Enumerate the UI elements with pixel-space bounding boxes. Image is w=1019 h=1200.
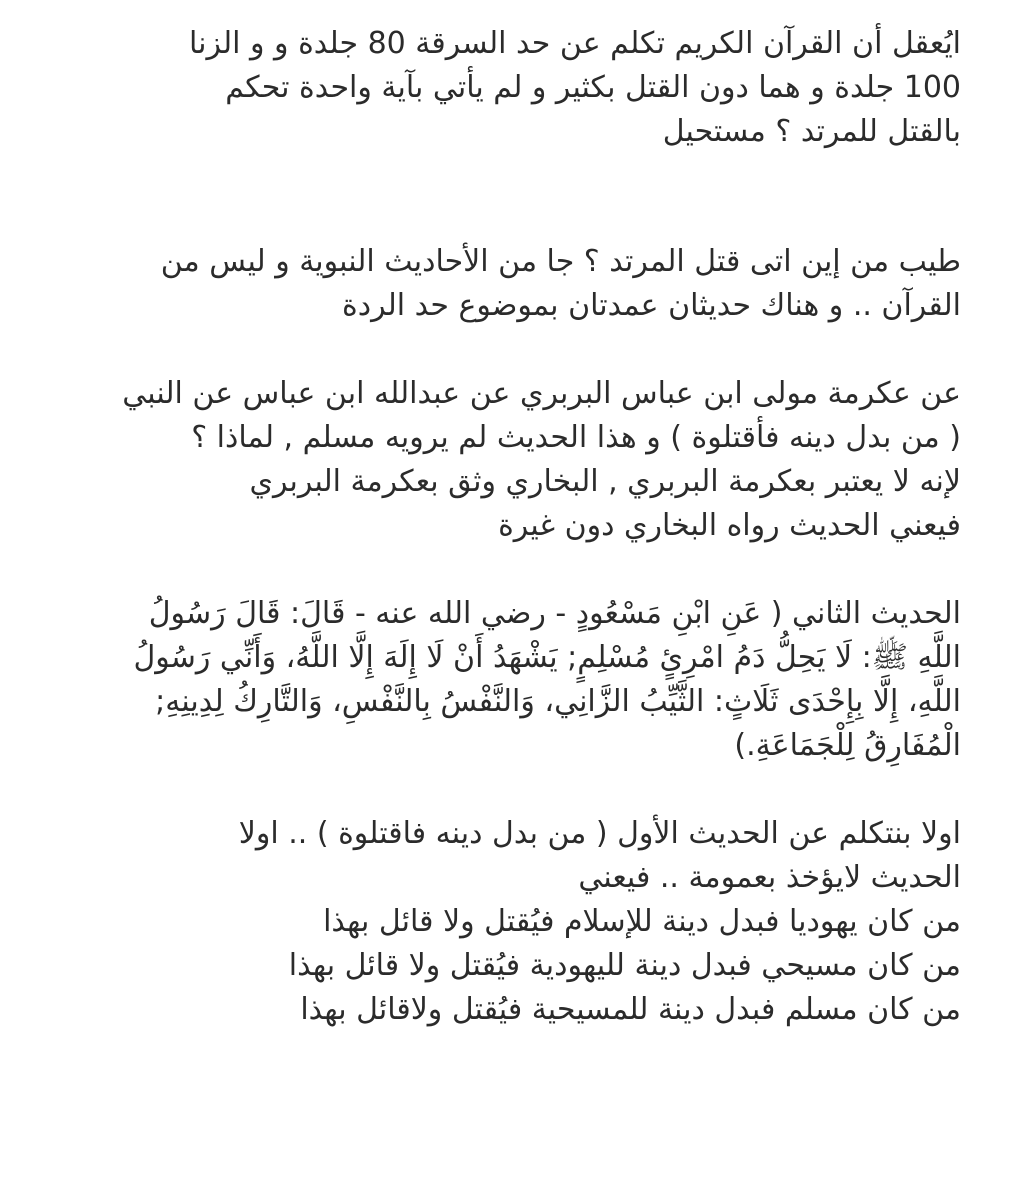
text-line: بالقتل للمرتد ؟ مستحيل <box>662 114 961 149</box>
text-line: اولا بنتكلم عن الحديث الأول ( من بدل دينه فاقتلوة ) .. اولا <box>238 816 961 851</box>
text-line: من كان يهوديا فبدل دينة للإسلام فيُقتل ولا قائل بهذا <box>323 904 961 939</box>
text-line: لإنه لا يعتبر بعكرمة البربري , البخاري وثق بعكرمة البربري <box>249 464 961 499</box>
paragraph-spacer <box>58 768 961 812</box>
text-line: 100 جلدة و هما دون القتل بكثير و لم يأتي بآية واحدة تحكم <box>225 70 961 105</box>
text-line: الْمُفَارِقُ لِلْجَمَاعَةِ.) <box>734 728 961 763</box>
text-line: ايُعقل أن القرآن الكريم تكلم عن حد السرقة 80 جلدة و و الزنا <box>188 26 961 61</box>
paragraph-quran-punishments <box>58 22 961 154</box>
paragraph-second-hadith <box>58 592 961 768</box>
text-line: اللَّهِ ﷺ: لَا يَحِلُّ دَمُ امْرِئٍ مُسْلِمٍ; يَشْهَدُ أَنْ لَا إِلَهَ إِلَّا اللَّهُ، وَأَنِّي رَسُولُ <box>133 640 961 675</box>
text-line: طيب من إين اتى قتل المرتد ؟ جا من الأحاديث النبوية و ليس من <box>160 244 961 279</box>
text-line: ( من بدل دينه فأقتلوة ) و هذا الحديث لم يرويه مسلم , لماذا ؟ <box>191 420 961 455</box>
paragraph-origin-of-ruling <box>58 240 961 328</box>
text-line: الحديث لايؤخذ بعمومة .. فيعني <box>578 860 961 895</box>
paragraph-spacer <box>58 328 961 372</box>
text-line: الحديث الثاني ( عَنِ ابْنِ مَسْعُودٍ - رضي الله عنه - قَالَ: قَالَ رَسُولُ <box>148 596 961 631</box>
paragraph-discussion <box>58 812 961 1032</box>
text-line: القرآن .. و هناك حديثان عمدتان بموضوع حد الردة <box>342 288 961 323</box>
text-line: اللَّهِ، إِلَّا بِإِحْدَى ثَلَاثٍ: الثَّيِّبُ الزَّانِي، وَالنَّفْسُ بِالنَّفْسِ، وَالتَّارِكُ لِدِينِهِ; <box>155 684 961 719</box>
text-line: من كان مسيحي فبدل دينة لليهودية فيُقتل ولا قائل بهذا <box>288 948 961 983</box>
paragraph-spacer <box>58 154 961 240</box>
text-line: عن عكرمة مولى ابن عباس البربري عن عبدالله ابن عباس عن النبي <box>122 376 961 411</box>
text-line: من كان مسلم فبدل دينة للمسيحية فيُقتل ولاقائل بهذا <box>300 992 961 1027</box>
text-line: فيعني الحديث رواه البخاري دون غيرة <box>498 508 961 543</box>
paragraph-spacer <box>58 548 961 592</box>
paragraph-first-hadith <box>58 372 961 548</box>
